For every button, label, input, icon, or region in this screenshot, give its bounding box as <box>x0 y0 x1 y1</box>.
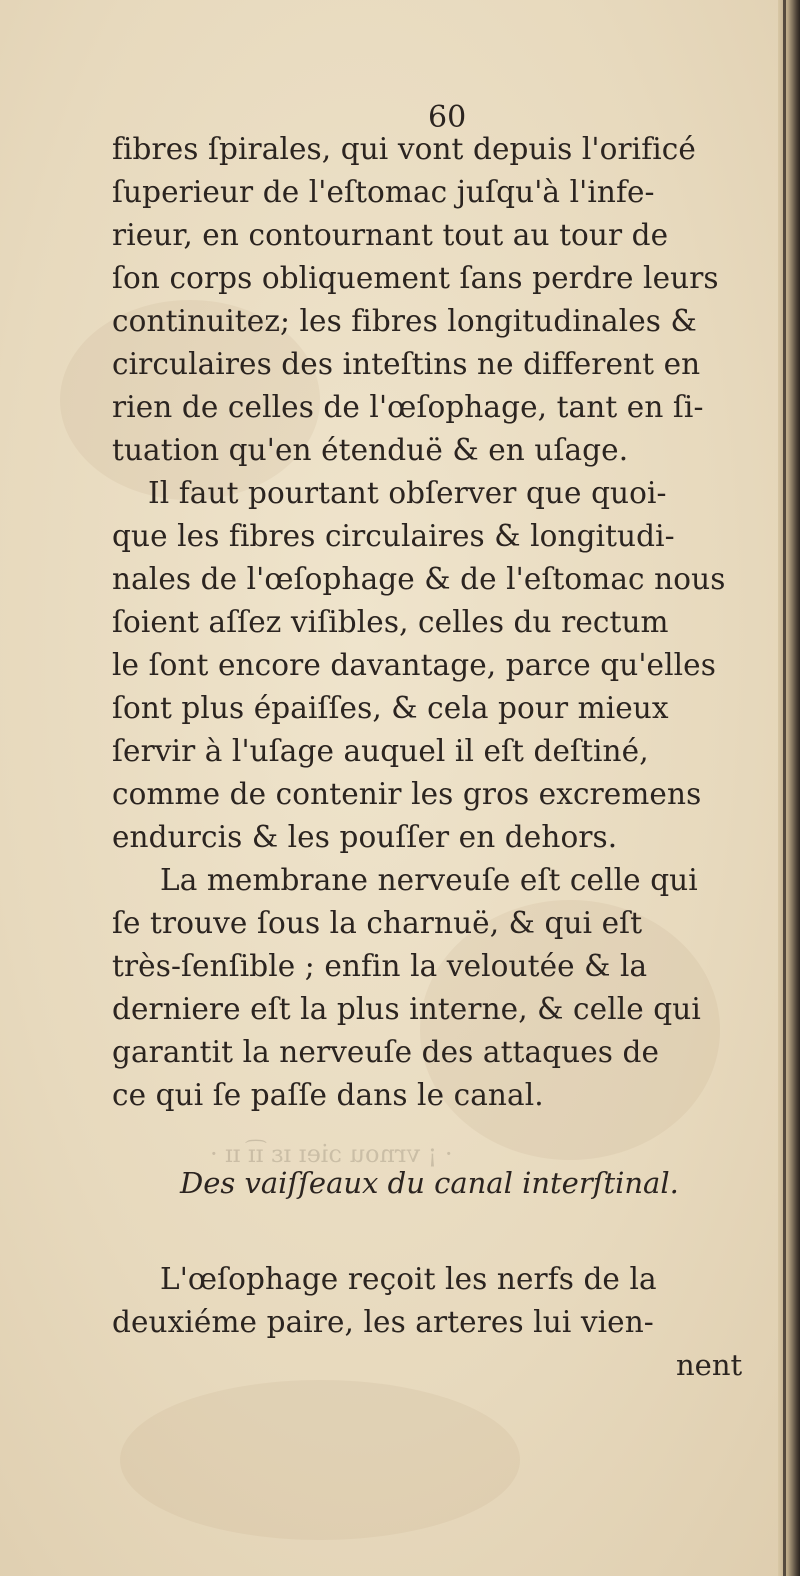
page-number: 60 <box>428 100 467 135</box>
text-line: tuation qu'en étenduë & en uſage. <box>112 433 629 467</box>
text-line: La membrane nerveuſe eſt celle qui <box>160 863 698 897</box>
text-line: fibres ſpirales, qui vont depuis l'orificé <box>112 132 696 166</box>
show-through-text: · ¡ vrnou ɔieɪ ɪɛ ɪ͡ɪ ɪɪ · <box>210 1140 453 1168</box>
paper-stain <box>120 1380 520 1540</box>
text-line: garantit la nerveuſe des attaques de <box>112 1035 660 1069</box>
text-line: comme de contenir les gros excremens <box>112 777 702 811</box>
text-line: très-ſenſible ; enfin la veloutée & la <box>112 949 648 983</box>
gutter-shadow <box>783 0 786 1576</box>
text-line: derniere eſt la plus interne, & celle qui <box>112 992 701 1026</box>
text-line: Il faut pourtant obſerver que quoi- <box>148 476 667 510</box>
text-line: le ſont encore davantage, parce qu'elles <box>112 648 716 682</box>
text-line: nales de l'œſophage & de l'eſtomac nous <box>112 562 726 596</box>
text-line: deuxiéme paire, les arteres lui vien- <box>112 1305 654 1339</box>
section-heading: Des vaiſſeaux du canal interſtinal. <box>180 1166 679 1200</box>
text-line: ſe trouve ſous la charnuë, & qui eſt <box>112 906 643 940</box>
section-text <box>112 1258 742 1344</box>
text-line: endurcis & les pouſſer en dehors. <box>112 820 618 854</box>
book-gutter <box>778 0 800 1576</box>
text-line: ce qui ſe paſſe dans le canal. <box>112 1078 544 1112</box>
main-text <box>112 128 742 1117</box>
text-line: ſoient aſſez viſibles, celles du rectum <box>112 605 669 639</box>
text-line: rien de celles de l'œſophage, tant en ſi- <box>112 390 704 424</box>
text-line: ſon corps obliquement ſans perdre leurs <box>112 261 719 295</box>
text-line: que les fibres circulaires & longitudi- <box>112 519 675 553</box>
text-line: L'œſophage reçoit les nerfs de la <box>160 1262 657 1296</box>
catchword: nent <box>676 1348 743 1382</box>
text-line: continuitez; les fibres longitudinales & <box>112 304 697 338</box>
text-line: ſont plus épaiſſes, & cela pour mieux <box>112 691 669 725</box>
text-line: ſuperieur de l'eſtomac juſqu'à l'infe- <box>112 175 655 209</box>
text-line: rieur, en contournant tout au tour de <box>112 218 669 252</box>
text-line: ſervir à l'uſage auquel il eſt deſtiné, <box>112 734 649 768</box>
text-line: circulaires des inteſtins ne different en <box>112 347 701 381</box>
